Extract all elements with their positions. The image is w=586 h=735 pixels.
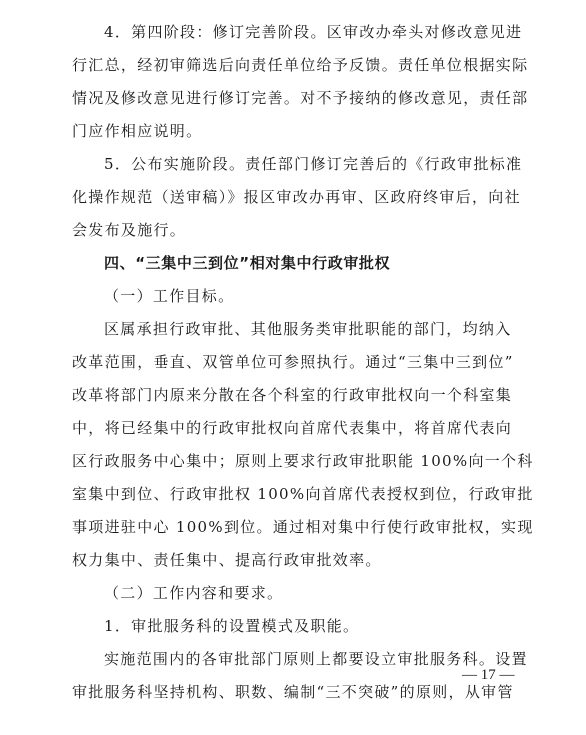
paragraph-line: 改革将部门内原来分散在各个科室的行政审批权向一个科室集 [72, 386, 513, 404]
paragraph-line: 权力集中、责任集中、提高行政审批效率。 [72, 551, 382, 569]
paragraph-line: 行汇总，经初审筛选后向责任单位给予反馈。责任单位根据实际 [72, 56, 529, 74]
paragraph-line: 4．第四阶段：修订完善阶段。区审改办牵头对修改意见进 [104, 23, 523, 41]
paragraph-line: 5．公布实施阶段。责任部门修订完善后的《行政审批标准 [104, 155, 523, 173]
paragraph-line: 会发布及施行。 [72, 221, 187, 239]
paragraph-line: 审批服务科坚持机构、职数、编制“三不突破”的原则，从审管 [72, 683, 514, 701]
paragraph-line: 化操作规范（送审稿）》报区审改办再审、区政府终审后，向社 [72, 188, 521, 206]
paragraph-line: 区属承担行政审批、其他服务类审批职能的部门，均纳入 [104, 320, 512, 338]
section-heading: 四、“三集中三到位”相对集中行政审批权 [104, 254, 391, 272]
paragraph-line: 实施范围内的各审批部门原则上都要设立审批服务科。设置 [104, 650, 528, 668]
paragraph-line: 1．审批服务科的设置模式及职能。 [104, 617, 360, 635]
page-number: — 17 — [462, 667, 515, 683]
paragraph-line: 改革范围，垂直、双管单位可参照执行。通过“三集中三到位” [72, 353, 514, 371]
paragraph-line: 事项进驻中心 100%到位。通过相对集中行使行政审批权，实现 [72, 518, 534, 536]
paragraph-line: 室集中到位、行政审批权 100%向首席代表授权到位，行政审批 [72, 485, 534, 503]
paragraph-line: 情况及修改意见进行修订完善。对不予接纳的修改意见，责任部 [72, 89, 529, 107]
subsection-heading: （二）工作内容和要求。 [104, 584, 284, 602]
paragraph-line: 中，将已经集中的行政审批权向首席代表集中，将首席代表向 [72, 419, 513, 437]
paragraph-line: 门应作相应说明。 [72, 122, 203, 140]
paragraph-line: 区行政服务中心集中；原则上要求行政审批职能 100%向一个科 [72, 452, 534, 470]
subsection-heading: （一）工作目标。 [104, 287, 235, 305]
